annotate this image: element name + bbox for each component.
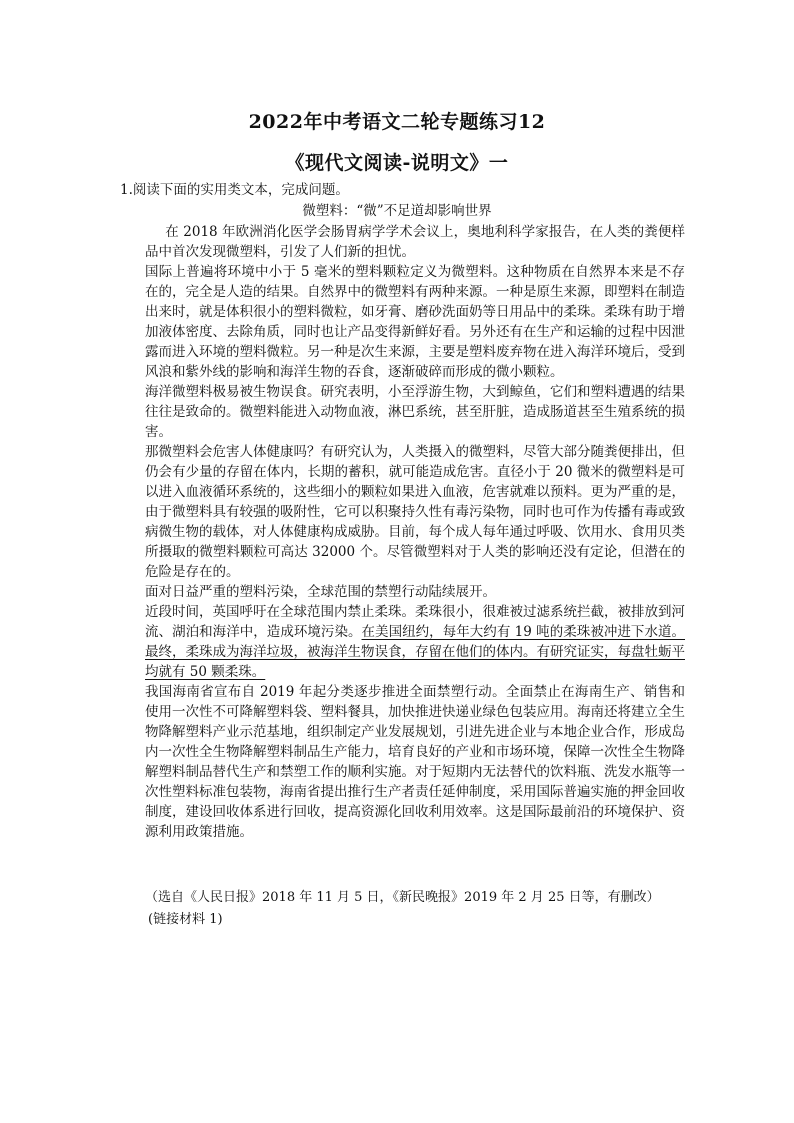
paragraph-7: 我国海南省宣布自 2019 年起分类逐步推进全面禁塑行动。全面禁止在海南生产、销售和使用一次性不可降解塑料袋、塑料餐具，加快推进快递业绿色包装应用。海南还将建立全生物降解塑料产业示范基地，组织制定产业发展规划，引进先进企业与本地企业合作，形成岛内一次性全生物降解塑料制品生产能力，培育良好的产业和市场环境，保障一次性全生物降解塑料制品替代生产和禁塑工作的顺利实施。对于短期内无法替代的饮料瓶、洗发水瓶等一次性塑料标准包装物，海南省提出推行生产者责任延伸制度，采用国际普遍实施的押金回收制度，建设回收体系进行回收，提高资源化回收利用效率。这是国际最前沿的环境保护、资源利用政策措施。 — [145, 684, 685, 840]
document-title: 2022年中考语文二轮专题练习12 — [248, 111, 546, 133]
link-material-label: (链接材料 1) — [148, 912, 223, 927]
source-citation: （选自《人民日报》2018 年 11 月 5 日，《新民晚报》2019 年 2 月 25 日等，有删改） — [145, 890, 660, 905]
paragraph-2: 国际上普遍将环境中小于 5 毫米的塑料颗粒定义为微塑料。这种物质在自然界本来是不存在的，完全是人造的结果。自然界中的微塑料有两种来源。一种是原生来源，即塑料在制造出来时，就是体积很小的塑料微粒，如牙膏、磨砂洗面奶等日用品中的柔珠。柔珠有助于增加液体密度、去除角质，同时也让产品变得新鲜好看。另外还有在生产和运输的过程中因泄露而进入环境的塑料微粒。另一种是次生来源，主要是塑料废弃物在进入海洋环境后，受到风浪和紫外线的影响和海洋生物的吞食，逐渐破碎而形成的微小颗粒。 — [145, 264, 685, 380]
paragraph-3: 海洋微塑料极易被生物误食。研究表明，小至浮游生物，大到鲸鱼，它们和塑料遭遇的结果往往是致命的。微塑料能进入动物血液，淋巴系统，甚至肝脏，造成肠道甚至生殖系统的损害。 — [145, 384, 685, 440]
paragraph-4: 那微塑料会危害人体健康吗？有研究认为，人类摄入的微塑料，尽管大部分随粪便排出，但仍会有少量的存留在体内，长期的蓄积，就可能造成危害。直径小于 20 微米的微塑料是可以进入血液循环系统的，这些细小的颗粒如果进入血液，危害就难以预料。更为严重的是，由于微塑料具有较强的吸附性，它可以积聚持久性有毒污染物，同时也可作为传播有毒或致病微生物的载体，对人体健康构成威胁。目前，每个成人每年通过呼吸、饮用水、食用贝类所摄取的微塑料颗粒可高达 32000 个。尽管微塑料对于人类的影响还没有定论，但潜在的危险是存在的。 — [145, 444, 685, 580]
article-title: 微塑料：“微”不足道却影响世界 — [302, 203, 492, 219]
article-body — [145, 222, 685, 842]
question-prompt: 1.阅读下面的实用类文本，完成问题。 — [120, 182, 349, 198]
paragraph-5: 面对日益严重的塑料污染，全球范围的禁塑行动陆续展开。 — [145, 584, 496, 600]
paragraph-1: 在 2018 年欧洲消化医学会肠胃病学学术会议上，奥地利科学家报告，在人类的粪便样品中首次发现微塑料，引发了人们新的担忧。 — [145, 224, 685, 260]
paragraph-6-plain: 近段时间，英国呼吁在全球范围内禁止柔珠。柔珠很小，很难被过滤系统拦截，被排放到河流、湖泊和海洋中，造成环境污染。 — [145, 604, 685, 640]
document-subtitle: 《现代文阅读-说明文》一 — [285, 152, 509, 174]
paragraph-6-underlined: 在美国纽约，每年大约有 19 吨的柔珠被冲进下水道。最终，柔珠成为海洋垃圾，被海洋生物误食，存留在他们的体内。有研究证实，每盘牡蛎平均就有 50 颗柔珠。 — [145, 624, 686, 680]
paragraph-6 — [145, 602, 685, 682]
